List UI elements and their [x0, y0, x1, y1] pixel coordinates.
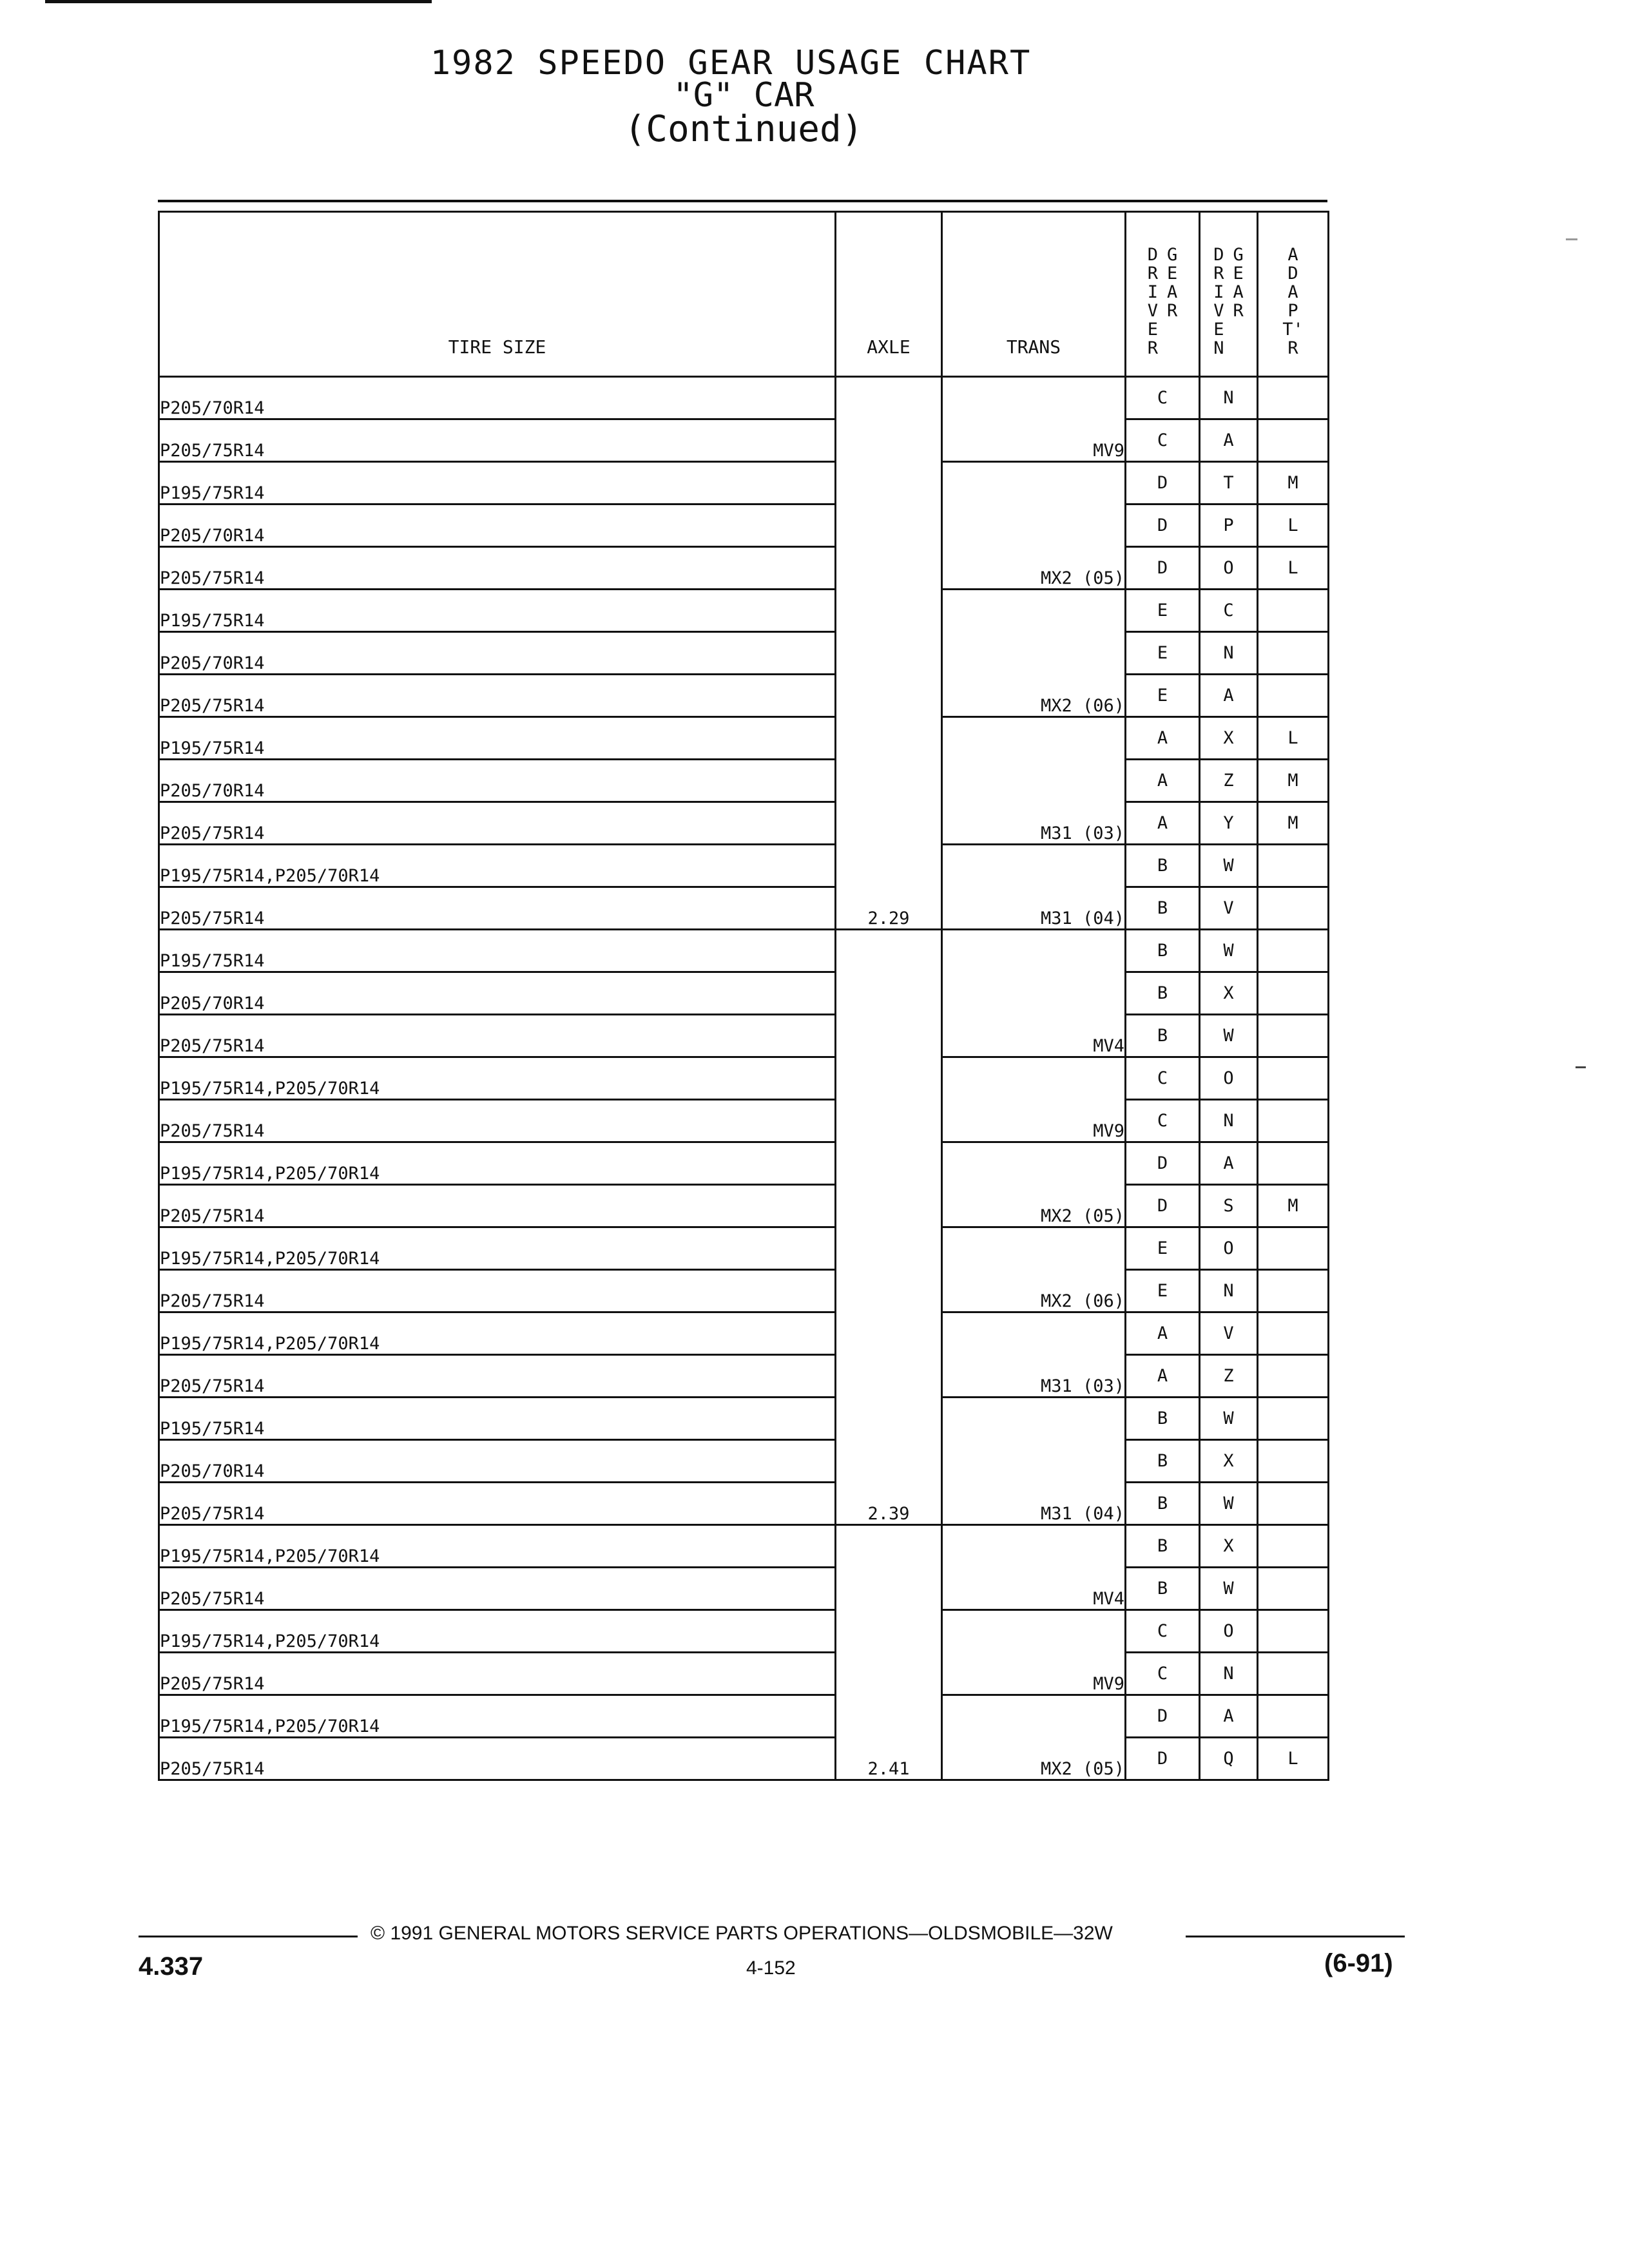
- drive-gear-cell: D: [1126, 1738, 1200, 1780]
- tire-size-cell: P195/75R14: [159, 462, 836, 505]
- drive-gear-cell: C: [1126, 1610, 1200, 1653]
- header-letter: A: [1287, 245, 1298, 265]
- table-row: [159, 845, 1329, 887]
- tire-size-cell: P195/75R14,P205/70R14: [159, 1312, 836, 1355]
- tire-size-cell: P195/75R14: [159, 930, 836, 972]
- trans-cell: MV9: [942, 377, 1126, 462]
- drive-gear-cell: D: [1126, 1142, 1200, 1185]
- header-letter: A: [1287, 282, 1298, 302]
- drive-gear-cell: A: [1126, 760, 1200, 802]
- table-row: [159, 419, 1329, 462]
- tire-size-cell: P205/75R14: [159, 1185, 836, 1227]
- drive-gear-cell: B: [1126, 1440, 1200, 1483]
- header-letter: R: [1167, 301, 1178, 321]
- drive-gear-cell: B: [1126, 1525, 1200, 1568]
- drive-gear-cell: E: [1126, 1270, 1200, 1312]
- driven-gear-cell: S: [1200, 1185, 1258, 1227]
- table-row: [159, 1142, 1329, 1185]
- header-axle: AXLE: [836, 212, 942, 377]
- table-row: [159, 802, 1329, 845]
- driven-gear-cell: V: [1200, 1312, 1258, 1355]
- drive-gear-cell: C: [1126, 377, 1200, 419]
- adapter-cell: [1258, 1100, 1329, 1142]
- drive-gear-cell: D: [1126, 462, 1200, 505]
- drive-gear-cell: C: [1126, 419, 1200, 462]
- trans-cell: M31 (03): [942, 1312, 1126, 1398]
- header-letter: R: [1147, 264, 1158, 284]
- table-row: [159, 760, 1329, 802]
- driven-gear-cell: O: [1200, 547, 1258, 590]
- drive-gear-cell: C: [1126, 1653, 1200, 1695]
- header-letter: G: [1233, 245, 1244, 265]
- table-row: [159, 377, 1329, 419]
- page-number-left: 4.337: [139, 1952, 204, 1981]
- driven-gear-cell: Y: [1200, 802, 1258, 845]
- drive-gear-cell: E: [1126, 675, 1200, 717]
- tire-size-cell: P205/70R14: [159, 760, 836, 802]
- driven-gear-cell: N: [1200, 377, 1258, 419]
- driven-gear-cell: V: [1200, 887, 1258, 930]
- header-drive-gear-word1: [1148, 245, 1158, 358]
- table-row: [159, 1525, 1329, 1568]
- table-header-row: [159, 212, 1329, 377]
- tire-size-cell: P205/75R14: [159, 887, 836, 930]
- header-letter: P: [1287, 301, 1298, 321]
- header-letter: E: [1233, 264, 1244, 284]
- driven-gear-cell: N: [1200, 1270, 1258, 1312]
- adapter-cell: [1258, 1653, 1329, 1695]
- table-row: [159, 972, 1329, 1015]
- trans-cell: MV9: [942, 1610, 1126, 1695]
- scan-mark: [1576, 1066, 1586, 1068]
- header-letter: I: [1147, 282, 1158, 302]
- driven-gear-cell: C: [1200, 590, 1258, 632]
- driven-gear-cell: X: [1200, 1525, 1258, 1568]
- header-driven-gear-word2: [1233, 245, 1244, 358]
- table-body: [159, 377, 1329, 1780]
- page-subtitle-continued: (Continued): [624, 108, 863, 150]
- drive-gear-cell: E: [1126, 632, 1200, 675]
- drive-gear-cell: A: [1126, 1312, 1200, 1355]
- page-number-center: 4-152: [746, 1957, 796, 1979]
- axle-cell: 2.41: [836, 1525, 942, 1780]
- adapter-cell: [1258, 1695, 1329, 1738]
- table-row: [159, 1227, 1329, 1270]
- driven-gear-cell: P: [1200, 505, 1258, 547]
- table-row: [159, 1440, 1329, 1483]
- table-row: [159, 1483, 1329, 1525]
- trans-cell: M31 (03): [942, 717, 1126, 845]
- drive-gear-cell: B: [1126, 930, 1200, 972]
- drive-gear-cell: B: [1126, 1015, 1200, 1057]
- tire-size-cell: P205/75R14: [159, 1015, 836, 1057]
- header-letter: R: [1287, 338, 1298, 358]
- drive-gear-cell: E: [1126, 1227, 1200, 1270]
- footer-copyright: © 1991 GENERAL MOTORS SERVICE PARTS OPERATIONS—OLDSMOBILE—32W: [371, 1923, 1113, 1944]
- tire-size-cell: P205/70R14: [159, 632, 836, 675]
- adapter-cell: [1258, 887, 1329, 930]
- drive-gear-cell: B: [1126, 887, 1200, 930]
- tire-size-cell: P205/70R14: [159, 505, 836, 547]
- tire-size-cell: P195/75R14: [159, 1398, 836, 1440]
- tire-size-cell: P205/70R14: [159, 377, 836, 419]
- adapter-cell: M: [1258, 1185, 1329, 1227]
- tire-size-cell: P195/75R14,P205/70R14: [159, 1227, 836, 1270]
- driven-gear-cell: A: [1200, 419, 1258, 462]
- adapter-cell: [1258, 1483, 1329, 1525]
- driven-gear-cell: W: [1200, 1568, 1258, 1610]
- tire-size-cell: P205/70R14: [159, 972, 836, 1015]
- adapter-cell: [1258, 1312, 1329, 1355]
- table-row: [159, 1312, 1329, 1355]
- adapter-cell: [1258, 377, 1329, 419]
- adapter-cell: [1258, 1142, 1329, 1185]
- table-row: [159, 717, 1329, 760]
- header-letter: R: [1213, 264, 1224, 284]
- table-row: [159, 1568, 1329, 1610]
- tire-size-cell: P205/75R14: [159, 1568, 836, 1610]
- header-letter: D: [1213, 245, 1224, 265]
- header-driven-gear-word1: [1213, 245, 1224, 358]
- header-drive-gear: [1126, 212, 1200, 377]
- header-letter: E: [1213, 320, 1224, 340]
- table-row: [159, 1355, 1329, 1398]
- header-tire-size: TIRE SIZE: [159, 212, 836, 377]
- adapter-cell: [1258, 1355, 1329, 1398]
- tire-size-cell: P205/75R14: [159, 1738, 836, 1780]
- adapter-cell: [1258, 1440, 1329, 1483]
- trans-cell: MX2 (05): [942, 1142, 1126, 1227]
- top-rule: [45, 0, 432, 3]
- tire-size-cell: P205/75R14: [159, 1355, 836, 1398]
- drive-gear-cell: B: [1126, 972, 1200, 1015]
- header-letter: R: [1147, 338, 1158, 358]
- driven-gear-cell: A: [1200, 1695, 1258, 1738]
- footer-rule-left: [139, 1936, 358, 1937]
- driven-gear-cell: Q: [1200, 1738, 1258, 1780]
- trans-cell: MX2 (05): [942, 462, 1126, 590]
- driven-gear-cell: A: [1200, 675, 1258, 717]
- trans-cell: MV4: [942, 930, 1126, 1057]
- drive-gear-cell: C: [1126, 1100, 1200, 1142]
- axle-cell: 2.29: [836, 377, 942, 930]
- drive-gear-cell: B: [1126, 845, 1200, 887]
- adapter-cell: [1258, 675, 1329, 717]
- table-row: [159, 1100, 1329, 1142]
- tire-size-cell: P205/75R14: [159, 1100, 836, 1142]
- table-row: [159, 1015, 1329, 1057]
- header-driven-gear: [1200, 212, 1258, 377]
- tire-size-cell: P195/75R14,P205/70R14: [159, 1057, 836, 1100]
- table-row: [159, 887, 1329, 930]
- tire-size-cell: P195/75R14: [159, 590, 836, 632]
- header-letter: A: [1233, 282, 1244, 302]
- trans-cell: MX2 (06): [942, 590, 1126, 717]
- tire-size-cell: P195/75R14: [159, 717, 836, 760]
- header-letter: N: [1213, 338, 1224, 358]
- drive-gear-cell: C: [1126, 1057, 1200, 1100]
- page-date-right: (6-91): [1324, 1949, 1393, 1977]
- table-row: [159, 675, 1329, 717]
- drive-gear-cell: D: [1126, 1695, 1200, 1738]
- tire-size-cell: P205/75R14: [159, 419, 836, 462]
- trans-cell: M31 (04): [942, 845, 1126, 930]
- header-letter: A: [1167, 282, 1178, 302]
- adapter-cell: M: [1258, 760, 1329, 802]
- drive-gear-cell: B: [1126, 1568, 1200, 1610]
- adapter-cell: M: [1258, 802, 1329, 845]
- tire-size-cell: P205/70R14: [159, 1440, 836, 1483]
- adapter-cell: [1258, 930, 1329, 972]
- drive-gear-cell: E: [1126, 590, 1200, 632]
- adapter-cell: [1258, 419, 1329, 462]
- table-row: [159, 1653, 1329, 1695]
- table-row: [159, 547, 1329, 590]
- driven-gear-cell: O: [1200, 1227, 1258, 1270]
- drive-gear-cell: A: [1126, 802, 1200, 845]
- driven-gear-cell: X: [1200, 972, 1258, 1015]
- driven-gear-cell: W: [1200, 1483, 1258, 1525]
- adapter-cell: [1258, 1227, 1329, 1270]
- adapter-cell: [1258, 1015, 1329, 1057]
- adapter-cell: [1258, 1270, 1329, 1312]
- driven-gear-cell: O: [1200, 1057, 1258, 1100]
- tire-size-cell: P205/75R14: [159, 1653, 836, 1695]
- adapter-cell: [1258, 1610, 1329, 1653]
- table-row: [159, 1270, 1329, 1312]
- tire-size-cell: P195/75R14,P205/70R14: [159, 1142, 836, 1185]
- driven-gear-cell: A: [1200, 1142, 1258, 1185]
- tire-size-cell: P195/75R14,P205/70R14: [159, 1525, 836, 1568]
- drive-gear-cell: D: [1126, 505, 1200, 547]
- tire-size-cell: P195/75R14,P205/70R14: [159, 1610, 836, 1653]
- driven-gear-cell: N: [1200, 1653, 1258, 1695]
- header-letter: I: [1213, 282, 1224, 302]
- tire-size-cell: P195/75R14,P205/70R14: [159, 845, 836, 887]
- scan-mark: [1566, 238, 1577, 240]
- driven-gear-cell: N: [1200, 1100, 1258, 1142]
- trans-cell: MX2 (05): [942, 1695, 1126, 1780]
- tire-size-cell: P205/75R14: [159, 802, 836, 845]
- table-row: [159, 930, 1329, 972]
- drive-gear-cell: B: [1126, 1398, 1200, 1440]
- driven-gear-cell: X: [1200, 717, 1258, 760]
- adapter-cell: [1258, 632, 1329, 675]
- tire-size-cell: P205/75R14: [159, 675, 836, 717]
- driven-gear-cell: N: [1200, 632, 1258, 675]
- adapter-cell: [1258, 1525, 1329, 1568]
- trans-cell: MX2 (06): [942, 1227, 1126, 1312]
- tire-size-cell: P205/75R14: [159, 1483, 836, 1525]
- adapter-cell: L: [1258, 547, 1329, 590]
- drive-gear-cell: D: [1126, 1185, 1200, 1227]
- driven-gear-cell: O: [1200, 1610, 1258, 1653]
- trans-cell: MV4: [942, 1525, 1126, 1610]
- driven-gear-cell: X: [1200, 1440, 1258, 1483]
- driven-gear-cell: W: [1200, 1398, 1258, 1440]
- adapter-cell: L: [1258, 505, 1329, 547]
- header-letter: D: [1147, 245, 1158, 265]
- header-letter: E: [1167, 264, 1178, 284]
- table-row: [159, 462, 1329, 505]
- header-letter: R: [1233, 301, 1244, 321]
- drive-gear-cell: B: [1126, 1483, 1200, 1525]
- table-row: [159, 1398, 1329, 1440]
- axle-cell: 2.39: [836, 930, 942, 1525]
- table-row: [159, 505, 1329, 547]
- adapter-cell: M: [1258, 462, 1329, 505]
- adapter-cell: L: [1258, 1738, 1329, 1780]
- adapter-cell: [1258, 1568, 1329, 1610]
- adapter-cell: [1258, 845, 1329, 887]
- table-row: [159, 1057, 1329, 1100]
- header-trans: TRANS: [942, 212, 1126, 377]
- header-letter: V: [1147, 301, 1158, 321]
- header-letter: E: [1147, 320, 1158, 340]
- table-top-rule: [158, 200, 1327, 202]
- speedo-gear-table: [158, 211, 1329, 1781]
- header-drive-gear-word2: [1167, 245, 1177, 358]
- table-row: [159, 632, 1329, 675]
- table-row: [159, 1185, 1329, 1227]
- page-subtitle: "G" CAR: [673, 76, 815, 115]
- header-adapter: [1258, 212, 1329, 377]
- header-letter: V: [1213, 301, 1224, 321]
- tire-size-cell: P205/75R14: [159, 547, 836, 590]
- driven-gear-cell: W: [1200, 1015, 1258, 1057]
- table-row: [159, 1695, 1329, 1738]
- driven-gear-cell: Z: [1200, 1355, 1258, 1398]
- adapter-cell: [1258, 590, 1329, 632]
- adapter-cell: [1258, 1398, 1329, 1440]
- drive-gear-cell: D: [1126, 547, 1200, 590]
- adapter-cell: L: [1258, 717, 1329, 760]
- header-letter: G: [1167, 245, 1178, 265]
- driven-gear-cell: W: [1200, 845, 1258, 887]
- trans-cell: MV9: [942, 1057, 1126, 1142]
- adapter-cell: [1258, 972, 1329, 1015]
- header-letter: T': [1282, 320, 1304, 340]
- header-adapter-word: [1282, 245, 1304, 358]
- tire-size-cell: P205/75R14: [159, 1270, 836, 1312]
- table-row: [159, 590, 1329, 632]
- header-letter: D: [1287, 264, 1298, 284]
- page-title: 1982 SPEEDO GEAR USAGE CHART: [430, 44, 1032, 82]
- adapter-cell: [1258, 1057, 1329, 1100]
- drive-gear-cell: A: [1126, 717, 1200, 760]
- footer-rule-right: [1186, 1936, 1405, 1937]
- drive-gear-cell: A: [1126, 1355, 1200, 1398]
- driven-gear-cell: T: [1200, 462, 1258, 505]
- table-row: [159, 1738, 1329, 1780]
- driven-gear-cell: W: [1200, 930, 1258, 972]
- tire-size-cell: P195/75R14,P205/70R14: [159, 1695, 836, 1738]
- table-row: [159, 1610, 1329, 1653]
- driven-gear-cell: Z: [1200, 760, 1258, 802]
- trans-cell: M31 (04): [942, 1398, 1126, 1525]
